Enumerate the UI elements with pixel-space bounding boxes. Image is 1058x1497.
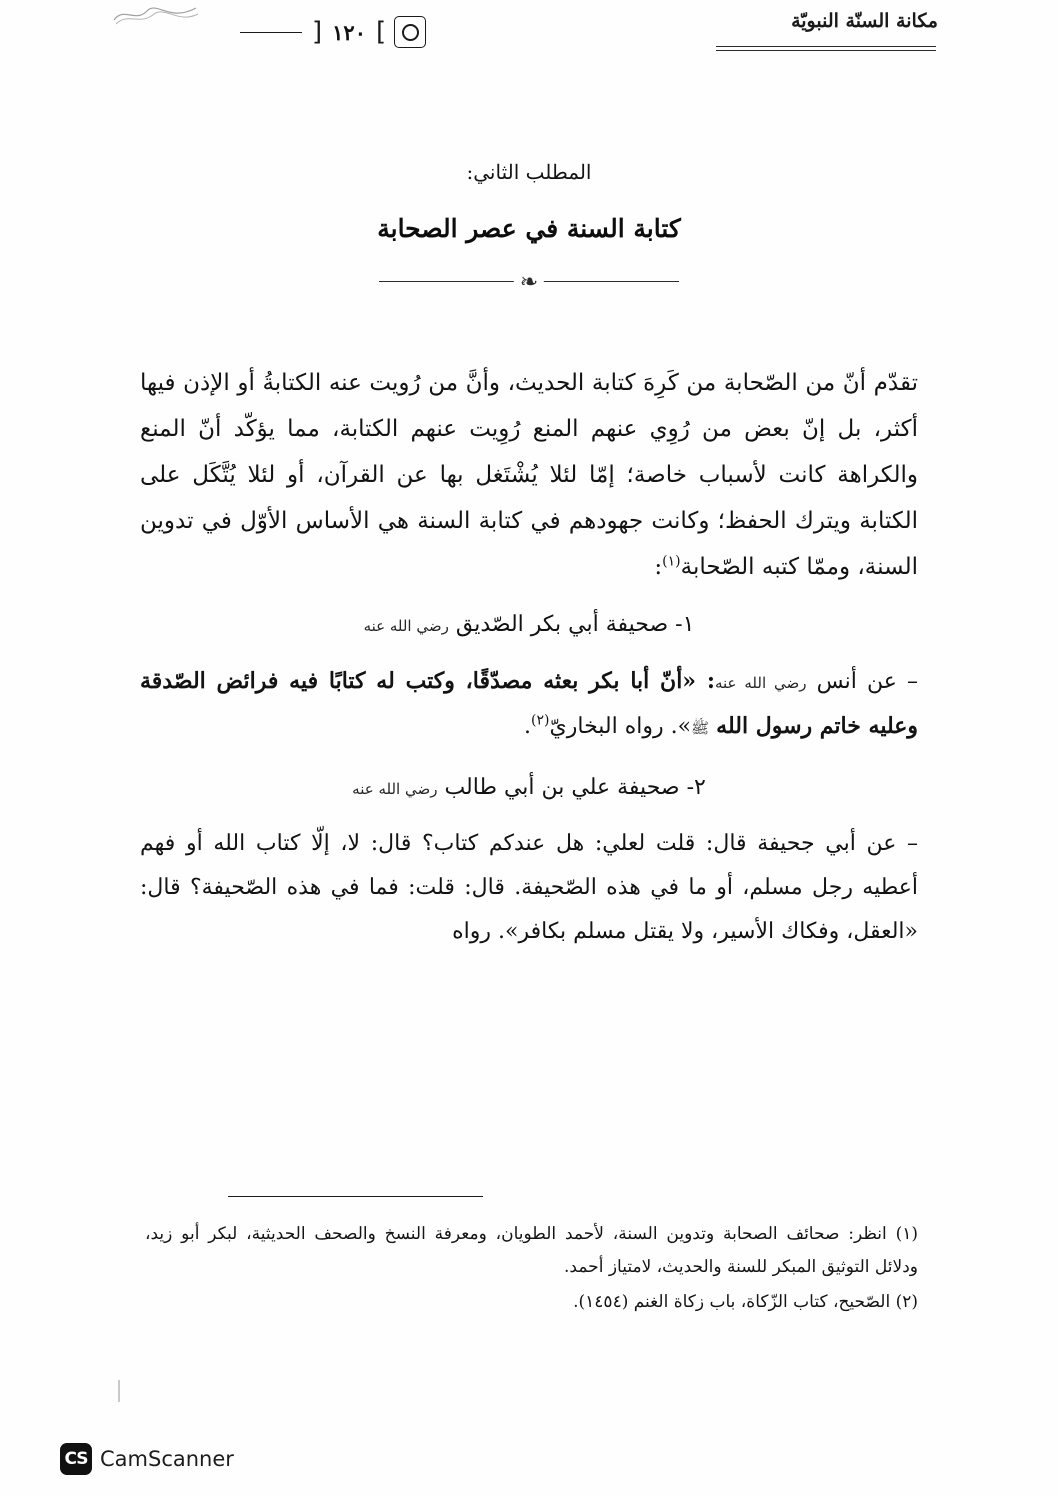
- footnote-area: [145, 1218, 918, 1321]
- narration-1: [140, 659, 918, 749]
- footnote-ref-1: (١): [662, 553, 681, 570]
- body-text: [140, 360, 918, 980]
- section-label: المطلب الثاني:: [466, 160, 592, 184]
- paragraph-1-tail: :: [654, 554, 663, 580]
- bracket-right: ]: [376, 17, 387, 47]
- list-item-2-label: ٢- صحيفة علي بن أبي طالب: [444, 775, 706, 800]
- paragraph-1-text: تقدّم أنّ من الصّحابة من كَرِهَ كتابة الحديث، وأنَّ من رُويت عنه الكتابةُ أو الإذن فيها أكثر، بل إنّ بعض من رُوِي عنهم المنع رُوِيت عنهم الكتابة، مما يؤكّد أنّ المنع والكراهة كانت لأسباب خاصة؛ إمّا لئلا يُشْتَغل بها عن القرآن، أو لئلا يُتَّكَل على الكتابة ويترك الحفظ؛ وكانت جهودهم في كتابة السنة هي الأساس الأوّل في تدوين السنة، وممّا كتبه الصّحابة: [140, 370, 918, 580]
- narration-1-tail: .: [524, 714, 532, 739]
- page-title: كتابة السنة في عصر الصحابة: [377, 214, 681, 243]
- page-number-block: [240, 16, 426, 48]
- page-number: ١٢٠: [332, 19, 366, 45]
- page-number-rule: [240, 32, 302, 33]
- page-header: [0, 0, 1058, 80]
- footnote-ref-2: (٢): [531, 712, 550, 729]
- running-title-rule: [716, 46, 936, 51]
- narration-1-quote: : «أنّ أبا بكر بعثه مصدّقًا، وكتب له كتابًا فيه فرائض الصّدقة وعليه خاتم رسول الله: [140, 668, 918, 739]
- list-item-1: [140, 612, 918, 637]
- book-running-title: مكانة السنّة النبويّة: [791, 10, 938, 32]
- narration-1-intro: – عن أنس: [816, 669, 919, 694]
- paragraph-1: [140, 360, 918, 590]
- camscanner-badge-icon: CS: [60, 1443, 92, 1475]
- footnote-separator: [228, 1196, 483, 1197]
- ornamental-divider: [379, 270, 679, 307]
- footnote-1: (١) انظر: صحائف الصحابة وتدوين السنة، لأحمد الطويان، ومعرفة النسخ والصحف الحديثية، لبكر أبو زيد، ودلائل التوثيق المبكر للسنة والحديث، لامتياز أحمد.: [145, 1224, 918, 1278]
- narration-2: – عن أبي جحيفة قال: قلت لعلي: هل عندكم كتاب؟ قال: لا، إلّا كتاب الله أو فهم أعطيه رجل مسلم، أو ما في هذه الصّحيفة. قال: قلت: فما في هذه الصّحيفة؟ قال: «العقل، وفكاك الأسير، ولا يقتل مسلم بكافر». رواه: [140, 831, 918, 944]
- honorific-glyph: رضي الله عنه: [352, 780, 438, 798]
- honorific-glyph: رضي الله عنه: [714, 674, 807, 692]
- circle-ornament-icon: [394, 16, 426, 48]
- narration-1-source: ». رواه البخاريّ: [549, 714, 692, 739]
- list-item-2: [140, 775, 918, 800]
- camscanner-watermark: [60, 1443, 234, 1475]
- scanned-corner-mark-icon: [110, 2, 200, 28]
- honorific-glyph: رضي الله عنه: [363, 617, 449, 635]
- footnote-2: (٢) الصّحيح، كتاب الزّكاة، باب زكاة الغنم (١٤٥٤).: [573, 1292, 918, 1313]
- scan-edge-mark: [118, 1380, 120, 1402]
- camscanner-label: CamScanner: [100, 1447, 234, 1471]
- list-item-1-label: ١- صحيفة أبي بكر الصّديق: [455, 612, 695, 637]
- prophet-honorific-glyph: ﷺ: [691, 719, 710, 737]
- bracket-left: [: [312, 17, 323, 47]
- divider-ornament-icon: ❧: [514, 273, 544, 293]
- section-heading-block: [0, 160, 1058, 307]
